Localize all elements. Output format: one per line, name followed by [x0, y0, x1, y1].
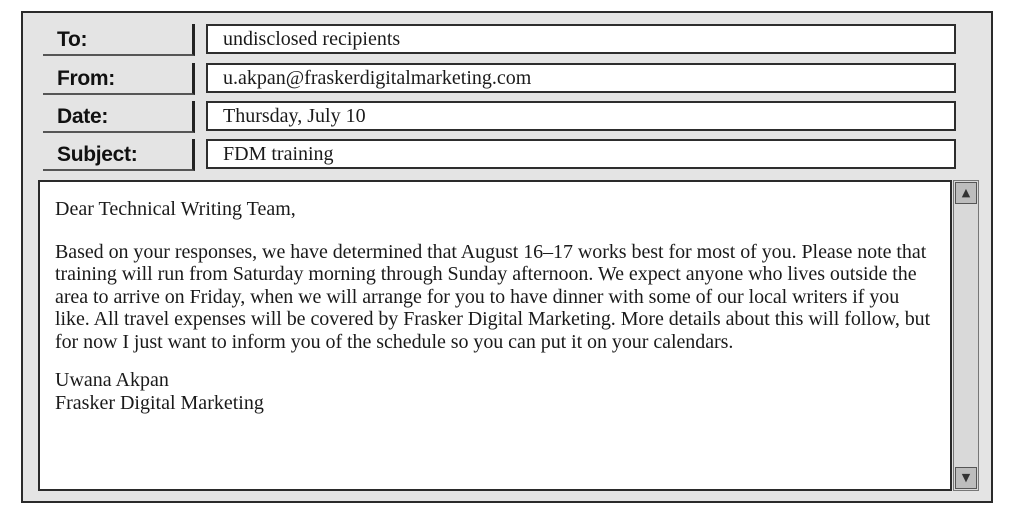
- subject-label: Subject:: [43, 139, 195, 171]
- date-label: Date:: [43, 101, 195, 133]
- scroll-up-icon[interactable]: ▲: [955, 182, 977, 204]
- to-label: To:: [43, 24, 195, 56]
- message-body[interactable]: [38, 180, 952, 491]
- signature-name: Uwana Akpan: [55, 369, 169, 391]
- signature-company: Frasker Digital Marketing: [55, 391, 264, 414]
- from-label: From:: [43, 63, 195, 95]
- from-field[interactable]: u.akpan@fraskerdigitalmarketing.com: [206, 63, 956, 93]
- message-greeting: Dear Technical Writing Team,: [55, 198, 296, 220]
- date-field[interactable]: Thursday, July 10: [206, 101, 956, 131]
- email-window: [21, 11, 993, 503]
- message-paragraph: Based on your responses, we have determined that August 16–17 works best for most of you. Please note that training will run from Saturday morning through Sunday afternoon. We expect anyone who lives outside the area to arrive on Friday, when we will arrange for you to have dinner with some of our local writers if you like. All travel expenses will be covered by Frasker Digital Marketing. More details about this will follow, but for now I just want to inform you of the schedule so you can put it on your calendars.: [55, 240, 931, 353]
- to-field[interactable]: undisclosed recipients: [206, 24, 956, 54]
- scroll-down-icon[interactable]: ▼: [955, 467, 977, 489]
- subject-field[interactable]: FDM training: [206, 139, 956, 169]
- message-scrollbar[interactable]: [953, 180, 979, 491]
